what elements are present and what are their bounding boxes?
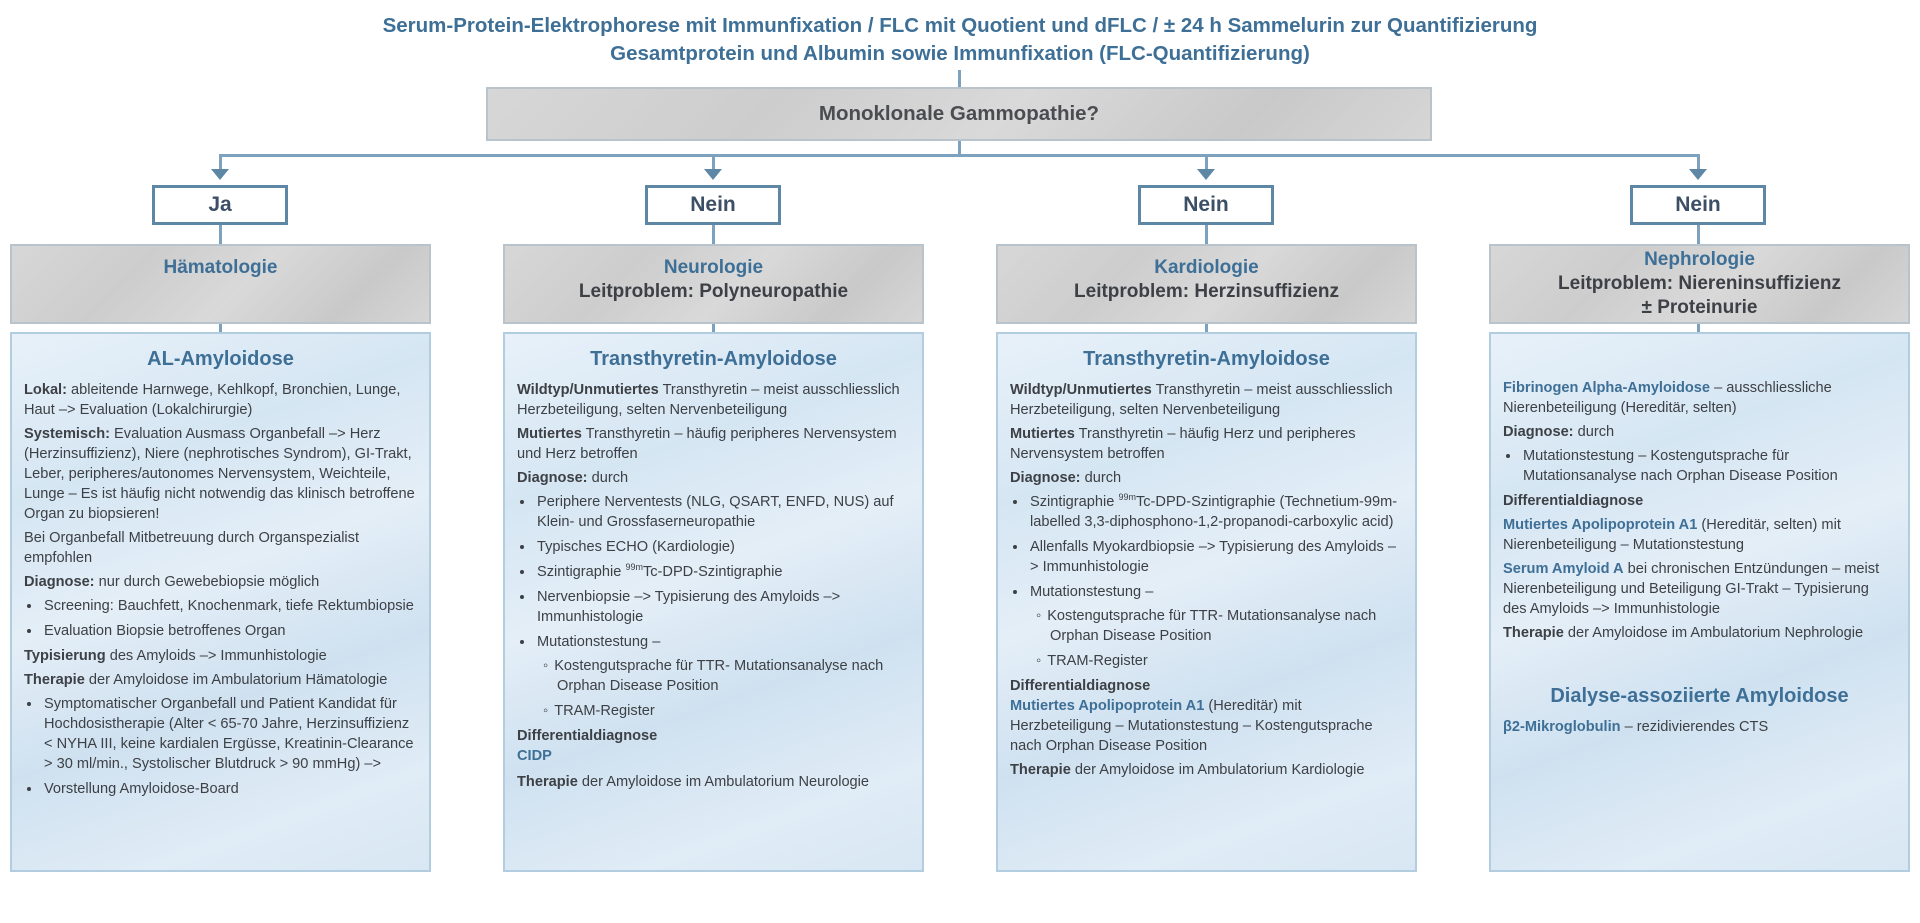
dept-name-hematology: Hämatologie — [163, 257, 278, 278]
dept-sub-cardiology: Leitproblem: Herzinsuffizienz — [1074, 281, 1339, 302]
kardio-diff-label: Differentialdiagnose — [1010, 678, 1151, 694]
neuro-wild-label: Wildtyp/Unmutiertes — [517, 382, 659, 398]
nephro-apo — [1503, 515, 1896, 555]
hema-organ: Bei Organbefall Mitbetreuung durch Organspezialist empfohlen — [24, 530, 360, 566]
answer-box-nein-neuro: Nein — [645, 185, 781, 225]
nephro-dialyse-title: Dialyse-assoziierte Amyloidose — [1550, 685, 1849, 707]
neuro-ther-label: Therapie — [517, 774, 578, 790]
kardio-diff — [1010, 676, 1403, 696]
neuro-sub-list — [537, 656, 910, 721]
panel-hematology — [10, 332, 431, 872]
connector-yn4 — [1697, 224, 1700, 244]
nephro-therapie — [1503, 623, 1896, 643]
list-item: • Evaluation Biopsie betroffenes Organ — [42, 621, 417, 641]
kardio-mutiert — [1010, 424, 1403, 464]
panel-neurology — [503, 332, 924, 872]
neuro-diag-label: Diagnose: — [517, 470, 588, 486]
list-item: • Typisches ECHO (Kardiologie) — [535, 537, 910, 557]
nephro-b2 — [1503, 717, 1896, 737]
neuro-mutiert — [517, 424, 910, 464]
title-line-2: Gesamtprotein und Albumin sowie Immunfixation (FLC-Quantifizierung) — [610, 42, 1310, 65]
arrow-col3 — [1197, 169, 1215, 180]
nephro-fibrinogen — [1503, 378, 1896, 418]
nephro-saa-text: bei chronischen Entzündungen – meist Nierenbeteiligung und Beteiligung GI-Trakt – Typisierung des Amyloids –> Immunhistologie — [1503, 561, 1880, 617]
nephro-b2-text: – rezidivierendes CTS — [1624, 719, 1769, 735]
nephro-diff-label: Differentialdiagnose — [1503, 493, 1644, 509]
szinti-sup: 99m — [625, 562, 643, 573]
list-item: • Screening: Bauchfett, Knochenmark, tiefe Rektumbiopsie — [42, 596, 417, 616]
panel-title-cardiology: Transthyretin-Amyloidose — [1083, 348, 1330, 370]
mutation-text: Mutationstestung – — [1030, 584, 1154, 600]
connector-yn1 — [219, 224, 222, 244]
answer-box-nein-nephro: Nein — [1630, 185, 1766, 225]
hema-ther-label: Therapie — [24, 672, 85, 688]
kardio-sub-list — [1030, 606, 1403, 671]
kardio-apo — [1010, 696, 1403, 756]
hema-ther-list — [24, 694, 417, 799]
neuro-diag-text: durch — [591, 470, 629, 486]
kardio-diag-label: Diagnose: — [1010, 470, 1081, 486]
neuro-mut-label: Mutiertes — [517, 426, 582, 442]
nephro-diagnose — [1503, 422, 1896, 442]
dept-box-nephrology — [1489, 244, 1910, 324]
answer-box-nein-kardio: Nein — [1138, 185, 1274, 225]
connector-horizontal — [219, 154, 1700, 157]
nephro-b2-label: β2-Mikroglobulin — [1503, 719, 1621, 735]
dept-box-hematology — [10, 244, 431, 324]
kardio-wild-label: Wildtyp/Unmutiertes — [1010, 382, 1152, 398]
question-text: Monoklonale Gammopathie? — [818, 102, 1100, 125]
neuro-mut-text: Transthyretin – häufig peripheres Nervensystem und Herz betroffen — [517, 426, 897, 462]
hema-lokal — [24, 380, 417, 420]
neuro-cidp-text: CIDP — [517, 748, 552, 764]
sub-list-item: ◦ TRAM-Register — [555, 701, 910, 721]
kardio-apo-text: (Hereditär) mit Herzbeteiligung – Mutationstestung – Kostengutsprache nach Orphan Disease Position — [1010, 698, 1373, 754]
hema-syst-text: Evaluation Ausmass Organbefall –> Herz (Herzinsuffizienz), Niere (nephrotisches Syndrom), GI-Trakt, Leber, peripheres/autonomes Nervensystem, Weichteile, Lunge – Es ist häufig nicht notwendig das klinisch betroffene Organ zu biopsieren! — [24, 426, 415, 522]
hema-diag-list — [24, 596, 417, 641]
hema-typ-label: Typisierung — [24, 648, 106, 664]
list-item-szintigraphie — [1028, 492, 1403, 532]
nephro-fib-text: – ausschliessliche Nierenbeteiligung (Hereditär, selten) — [1503, 380, 1832, 416]
nephro-ther-text: der Amyloidose im Ambulatorium Nephrologie — [1567, 625, 1864, 641]
neuro-wildtyp — [517, 380, 910, 420]
neuro-ther-text: der Amyloidose im Ambulatorium Neurologie — [581, 774, 870, 790]
connector-col4 — [1697, 154, 1700, 170]
connector-col2 — [712, 154, 715, 170]
list-item — [1028, 582, 1403, 671]
nephro-fib-label: Fibrinogen Alpha-Amyloidose — [1503, 380, 1711, 396]
panel-cardiology — [996, 332, 1417, 872]
connector-yn2 — [712, 224, 715, 244]
hema-ther-text: der Amyloidose im Ambulatorium Hämatologie — [88, 672, 388, 688]
hema-typisierung — [24, 646, 417, 666]
neuro-wild-text: Transthyretin – meist ausschliesslich Herzbeteiligung, selten Nervenbeteiligung — [517, 382, 900, 418]
title-line-1: Serum-Protein-Elektrophorese mit Immunfixation / FLC mit Quotient und dFLC / ± 24 h Sammelurin zur Quantifizierung — [382, 14, 1538, 37]
nephro-saa-label: Serum Amyloid A — [1503, 561, 1624, 577]
kardio-mut-label: Mutiertes — [1010, 426, 1075, 442]
hema-systemisch — [24, 424, 417, 524]
nephro-diag-label: Diagnose: — [1503, 424, 1574, 440]
kardio-wildtyp — [1010, 380, 1403, 420]
connector-title — [958, 70, 961, 88]
list-item: • Vorstellung Amyloidose-Board — [42, 779, 417, 799]
connector-yn3 — [1205, 224, 1208, 244]
kardio-diag-text: durch — [1084, 470, 1122, 486]
sub-list-item: ◦ Kostengutsprache für TTR- Mutationsanalyse nach Orphan Disease Position — [555, 656, 910, 696]
hema-therapie — [24, 670, 417, 690]
list-item: • Symptomatischer Organbefall und Patient Kandidat für Hochdosistherapie (Alter < 65-70 Jahre, Herzinsuffizienz < NYHA III, keine kardialen Ergüsse, Kreatinin-Clearance > 30 ml/min., Systolischer Blutdruck > 90 mmHg) –> — [42, 694, 417, 774]
hema-diag-text: nur durch Gewebebiopsie möglich — [98, 574, 320, 590]
hema-syst-label: Systemisch: — [24, 426, 110, 442]
panel-title-neurology: Transthyretin-Amyloidose — [590, 348, 837, 370]
szinti-pre: Szintigraphie — [1030, 494, 1115, 510]
dept-sub-neurology: Leitproblem: Polyneuropathie — [578, 281, 849, 302]
szinti-post: Tc-DPD-Szintigraphie (Technetium-99m-labelled 3,3-diphosphono-1,2-propanodi-carboxylic acid) — [1030, 494, 1398, 530]
list-item: • Mutationstestung – Kostengutsprache für Mutationsanalyse nach Orphan Disease Position — [1521, 446, 1896, 486]
connector-question — [958, 140, 961, 155]
list-item-szintigraphie — [535, 562, 910, 582]
nephro-diag-text: durch — [1577, 424, 1615, 440]
kardio-wild-text: Transthyretin – meist ausschliesslich Herzbeteiligung, selten Nervenbeteiligung — [1010, 382, 1393, 418]
hema-diagnose — [24, 572, 417, 592]
neuro-diff-label: Differentialdiagnose — [517, 728, 658, 744]
panel-title-hematology: AL-Amyloidose — [147, 348, 294, 370]
nephro-apo-text: (Hereditär, selten) mit Nierenbeteiligung – Mutationstestung — [1503, 517, 1841, 553]
hema-lokal-label: Lokal: — [24, 382, 67, 398]
hema-diag-label: Diagnose: — [24, 574, 95, 590]
kardio-therapie — [1010, 760, 1403, 780]
neuro-diagnose — [517, 468, 910, 488]
neuro-therapie — [517, 772, 910, 792]
dept-box-neurology — [503, 244, 924, 324]
dept-name-neurology: Neurologie — [663, 257, 764, 278]
nephro-diff — [1503, 491, 1896, 511]
mutation-text: Mutationstestung – — [537, 634, 661, 650]
sub-list-item: ◦ Kostengutsprache für TTR- Mutationsanalyse nach Orphan Disease Position — [1048, 606, 1403, 646]
szinti-sup: 99m — [1118, 492, 1136, 503]
question-box — [486, 87, 1432, 141]
nephro-saa — [1503, 559, 1896, 619]
szinti-pre: Szintigraphie — [537, 564, 622, 580]
arrow-col1 — [211, 169, 229, 180]
arrow-col4 — [1689, 169, 1707, 180]
arrow-col2 — [704, 169, 722, 180]
neuro-cidp — [517, 746, 910, 766]
kardio-mut-text: Transthyretin – häufig Herz und peripheres Nervensystem betroffen — [1010, 426, 1356, 462]
neuro-diff — [517, 726, 910, 746]
kardio-apo-label: Mutiertes Apolipoprotein A1 — [1010, 698, 1205, 714]
dept-box-cardiology — [996, 244, 1417, 324]
connector-col3 — [1205, 154, 1208, 170]
hema-typ-text: des Amyloids –> Immunhistologie — [109, 648, 327, 664]
answer-box-ja: Ja — [152, 185, 288, 225]
nephro-diag-list — [1503, 446, 1896, 486]
szinti-post: Tc-DPD-Szintigraphie — [642, 564, 783, 580]
dept-sub2-nephrology: ± Proteinurie — [1641, 297, 1758, 318]
dept-name-cardiology: Kardiologie — [1154, 257, 1259, 278]
connector-col1 — [219, 154, 222, 170]
neuro-diag-list — [517, 492, 910, 721]
kardio-ther-label: Therapie — [1010, 762, 1071, 778]
hema-lokal-text: ableitende Harnwege, Kehlkopf, Bronchien, Lunge, Haut –> Evaluation (Lokalchirurgie) — [24, 382, 401, 418]
list-item: • Nervenbiopsie –> Typisierung des Amyloids –> Immunhistologie — [535, 587, 910, 627]
kardio-ther-text: der Amyloidose im Ambulatorium Kardiologie — [1074, 762, 1365, 778]
list-item: • Allenfalls Myokardbiopsie –> Typisierung des Amyloids –> Immunhistologie — [1028, 537, 1403, 577]
nephro-apo-label: Mutiertes Apolipoprotein A1 — [1503, 517, 1698, 533]
nephro-ther-label: Therapie — [1503, 625, 1564, 641]
panel-nephrology — [1489, 332, 1910, 872]
kardio-diagnose — [1010, 468, 1403, 488]
list-item — [535, 632, 910, 721]
sub-list-item: ◦ TRAM-Register — [1048, 651, 1403, 671]
kardio-diag-list — [1010, 492, 1403, 671]
list-item: • Periphere Nerventests (NLG, QSART, ENFD, NUS) auf Klein- und Grossfaserneuropathie — [535, 492, 910, 532]
dept-name-nephrology: Nephrologie — [1644, 249, 1755, 270]
dept-sub-nephrology: Leitproblem: Niereninsuffizienz — [1558, 273, 1841, 294]
